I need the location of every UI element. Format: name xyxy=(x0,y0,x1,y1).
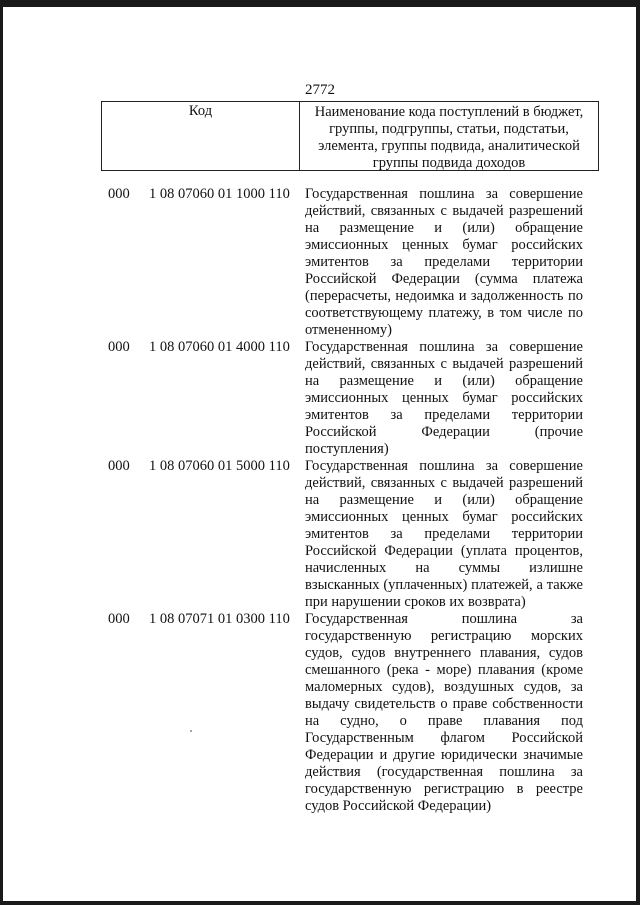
scan-border-bottom xyxy=(0,901,640,905)
table-header xyxy=(101,101,599,171)
revenue-code-list xyxy=(0,186,640,815)
admin-code: 000 xyxy=(108,339,130,355)
header-code-label: Код xyxy=(102,102,300,170)
admin-code: 000 xyxy=(108,186,130,202)
revenue-code: 1 08 07071 01 0300 110 xyxy=(149,611,290,627)
revenue-description: Государственная пошлина за государственную регистрацию морских судов, судов внутреннего плавания, судов смешанного (река - море) плавания (кроме маломерных судов), воздушных судов, за выдачу свидетельств о праве собственности на судно, о праве плавания под Государственным флагом Российской Федерации и другие юридически значимые действия (государственная пошлина за государственную регистрацию в реестре судов Российской Федерации) xyxy=(305,611,583,814)
scan-speck xyxy=(190,730,192,732)
admin-code: 000 xyxy=(108,611,130,627)
table-row xyxy=(0,339,640,458)
admin-code: 000 xyxy=(108,458,130,474)
revenue-code: 1 08 07060 01 5000 110 xyxy=(149,458,290,474)
revenue-description: Государственная пошлина за совершение действий, связанных с выдачей разрешений на размещение и (или) обращение эмиссионных ценных бумаг российских эмитентов за пределами территории Российской Федерации (прочие поступления) xyxy=(305,339,583,457)
page-number: 2772 xyxy=(305,82,335,98)
table-row xyxy=(0,186,640,339)
revenue-description: Государственная пошлина за совершение действий, связанных с выдачей разрешений на размещение и (или) обращение эмиссионных ценных бумаг российских эмитентов за пределами территории Российской Федерации (уплата процентов, начисленных на суммы излишне взысканных (уплаченных) платежей, а также при нарушении сроков их возврата) xyxy=(305,458,583,610)
revenue-code: 1 08 07060 01 4000 110 xyxy=(149,339,290,355)
table-row xyxy=(0,611,640,815)
table-row xyxy=(0,458,640,611)
revenue-code: 1 08 07060 01 1000 110 xyxy=(149,186,290,202)
scan-border-top xyxy=(0,0,640,7)
revenue-description: Государственная пошлина за совершение действий, связанных с выдачей разрешений на размещение и (или) обращение эмиссионных ценных бумаг российских эмитентов за пределами территории Российской Федерации (сумма платежа (перерасчеты, недоимка и задолженность по соответствующему платежу, в том числе по отмененному) xyxy=(305,186,583,338)
header-name-label: Наименование кода поступлений в бюджет, группы, подгруппы, статьи, подстатьи, элемента, группы подвида, аналитической группы подвида доходов xyxy=(314,104,584,171)
